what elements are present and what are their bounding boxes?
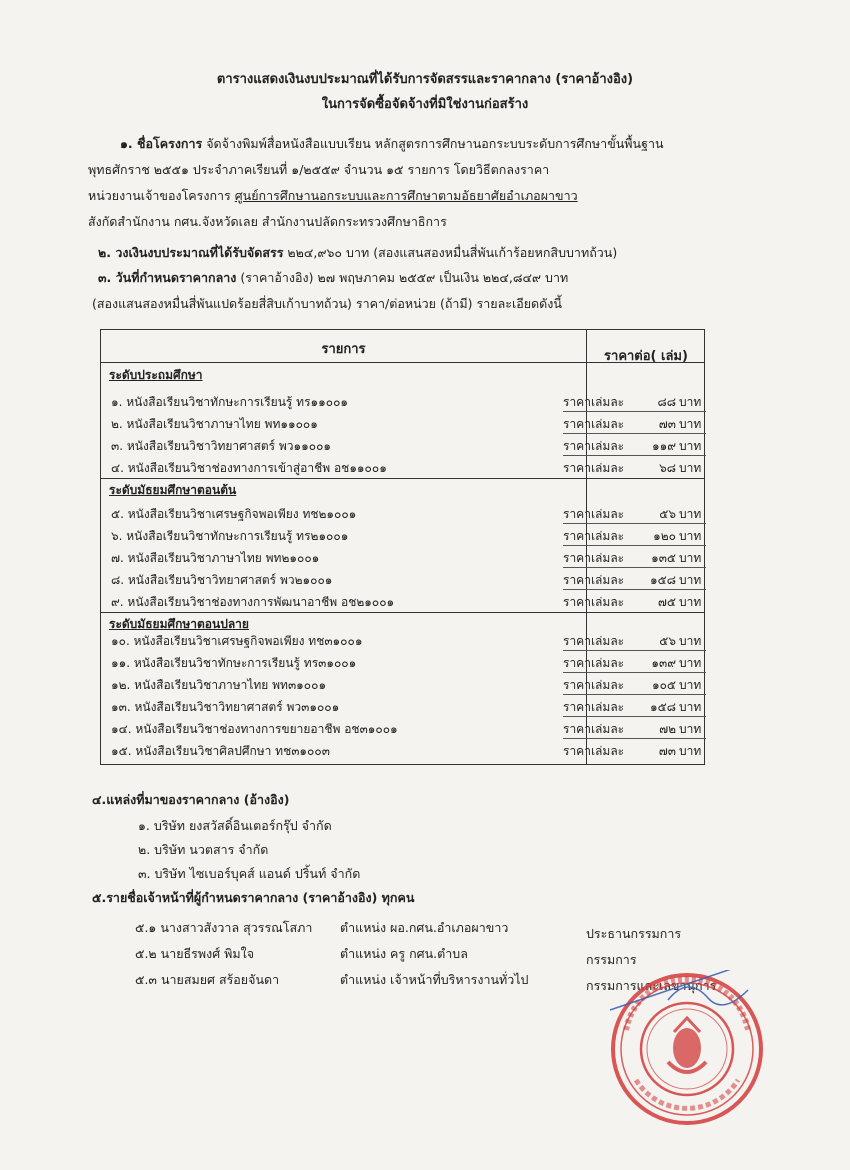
- row-price-value: ๗๒: [659, 722, 676, 736]
- table-row: [101, 502, 706, 524]
- table-row: [101, 434, 706, 456]
- row-price-unit: บาท: [679, 529, 702, 543]
- row-price-unit: บาท: [679, 439, 702, 453]
- section5-heading: ๕.รายชื่อเจ้าหน้าที่ผู้กำหนดราคากลาง (ราคาอ้างอิง) ทุกคน: [92, 890, 415, 905]
- section1-line2: พุทธศักราช ๒๕๕๑ ประจำภาคเรียนที่ ๑/๒๕๕๙ จำนวน ๑๕ รายการ โดยวิธีตกลงราคา: [88, 162, 550, 177]
- section4-heading: ๔.แหล่งที่มาของราคากลาง (อ้างอิง): [92, 792, 290, 807]
- row-price-value: ๖๘: [659, 461, 676, 475]
- row-price-label: ราคาเล่มละ: [563, 722, 625, 736]
- row-price-value: ๑๑๙: [651, 439, 676, 453]
- group-heading: ระดับมัธยมศึกษาตอนต้น: [109, 483, 237, 497]
- member-name: ๕.๒ นายธีรพงศ์ พิมใจ: [135, 946, 255, 961]
- row-item-name: ๑๒. หนังสือเรียนวิชาภาษาไทย พท๓๑๐๐๑: [111, 678, 327, 692]
- group-divider: [101, 612, 704, 613]
- row-item-name: ๖. หนังสือเรียนวิชาทักษะการเรียนรู้ ทร๒๑๐๐๑: [111, 529, 349, 543]
- table-row: [101, 717, 706, 739]
- row-price-label: ราคาเล่มละ: [563, 573, 625, 587]
- source-item: ๓. บริษัท ไซเบอร์บุคส์ แอนด์ ปริ้นท์ จำกัด: [138, 866, 361, 881]
- row-item-name: ๙. หนังสือเรียนวิชาช่องทางการพัฒนาอาชีพ อช๒๑๐๐๑: [111, 595, 395, 609]
- row-price-unit: บาท: [679, 700, 702, 714]
- source-item: ๑. บริษัท ยงสวัสดิ์อินเตอร์กรุ๊ป จำกัด: [138, 818, 332, 833]
- official-seal-stamp: [608, 970, 766, 1128]
- row-price-unit: บาท: [679, 395, 702, 409]
- section3-line2: (สองแสนสองหมื่นสี่พันแปดร้อยสี่สิบเก้าบาทถ้วน) ราคา/ต่อหน่วย (ถ้ามี) รายละเอียดดังนี้: [92, 296, 562, 311]
- row-price-unit: บาท: [679, 634, 702, 648]
- table-row: [101, 524, 706, 546]
- table-row: [101, 546, 706, 568]
- row-price-value: ๗๕: [657, 595, 676, 609]
- group-divider: [101, 478, 704, 479]
- table-header-price: ราคาต่อ( เล่ม): [604, 349, 688, 364]
- table-row: [101, 390, 706, 412]
- row-price-value: ๕๖: [659, 507, 676, 521]
- row-price-value: ๘๘: [657, 395, 676, 409]
- row-price-value: ๑๕๘: [650, 573, 676, 587]
- member-name: ๕.๑ นางสาวสังวาล สุวรรณโสภา: [135, 920, 313, 935]
- row-item-name: ๗. หนังสือเรียนวิชาภาษาไทย พท๒๑๐๐๑: [111, 551, 320, 565]
- row-item-name: ๑๔. หนังสือเรียนวิชาช่องทางการขยายอาชีพ อช๓๑๐๐๑: [111, 722, 398, 736]
- row-item-name: ๑๓. หนังสือเรียนวิชาวิทยาศาสตร์ พว๓๑๐๐๑: [111, 700, 340, 714]
- row-price-value: ๑๕๘: [650, 700, 676, 714]
- row-item-name: ๕. หนังสือเรียนวิชาเศรษฐกิจพอเพียง ทช๒๑๐๐๑: [111, 507, 357, 521]
- row-price-unit: บาท: [679, 722, 702, 736]
- row-price-value: ๑๓๕: [651, 551, 676, 565]
- section3-label: ๓. วันที่กำหนดราคากลาง: [98, 270, 237, 285]
- row-price-label: ราคาเล่มละ: [563, 417, 625, 431]
- table-row: [101, 568, 706, 590]
- row-price-unit: บาท: [679, 656, 702, 670]
- row-price-label: ราคาเล่มละ: [563, 529, 625, 543]
- row-price-unit: บาท: [679, 551, 702, 565]
- row-price-label: ราคาเล่มละ: [563, 507, 625, 521]
- row-price-unit: บาท: [679, 573, 702, 587]
- member-position: ตำแหน่ง เจ้าหน้าที่บริหารงานทั่วไป: [340, 972, 529, 987]
- section1-label: ๑. ชื่อโครงการ: [120, 136, 203, 151]
- member-role: กรรมการและเลขานุการ: [586, 978, 717, 993]
- table-row: [101, 456, 706, 478]
- row-item-name: ๑๕. หนังสือเรียนวิชาศิลปศึกษา ทช๓๑๐๐๓: [111, 744, 330, 758]
- document-title: ตารางแสดงเงินงบประมาณที่ได้รับการจัดสรรและราคากลาง (ราคาอ้างอิง): [216, 72, 634, 87]
- table-row: [101, 629, 706, 651]
- row-item-name: ๔. หนังสือเรียนวิชาช่องทางการเข้าสู่อาชีพ อช๑๑๐๐๑: [111, 461, 387, 475]
- row-price-unit: บาท: [679, 595, 702, 609]
- section1-text: จัดจ้างพิมพ์สื่อหนังสือแบบเรียน หลักสูตรการศึกษานอกระบบระดับการศึกษาขั้นพื้นฐาน: [206, 136, 664, 151]
- table-row: [101, 412, 706, 434]
- row-price-label: ราคาเล่มละ: [563, 461, 625, 475]
- section2: [98, 243, 617, 263]
- row-price-label: ราคาเล่มละ: [563, 634, 625, 648]
- row-price-value: ๗๓: [658, 744, 676, 758]
- section3-line1: [98, 268, 568, 288]
- row-price-label: ราคาเล่มละ: [563, 678, 625, 692]
- table-row: [101, 739, 706, 761]
- row-item-name: ๑๐. หนังสือเรียนวิชาเศรษฐกิจพอเพียง ทช๓๑๐๐๑: [111, 634, 363, 648]
- row-item-name: ๒. หนังสือเรียนวิชาภาษาไทย พท๑๑๐๐๑: [111, 417, 318, 431]
- table-row: [101, 651, 706, 673]
- row-item-name: ๑๑. หนังสือเรียนวิชาทักษะการเรียนรู้ ทร๓๑๐๐๑: [111, 656, 357, 670]
- agency-prefix: หน่วยงานเจ้าของโครงการ: [88, 188, 231, 203]
- row-price-value: ๕๖: [659, 634, 676, 648]
- row-price-label: ราคาเล่มละ: [563, 700, 625, 714]
- row-price-value: ๑๓๙: [651, 656, 676, 670]
- row-price-label: ราคาเล่มละ: [563, 744, 625, 758]
- group-heading: ระดับประถมศึกษา: [109, 368, 203, 382]
- row-price-value: ๗๓: [658, 417, 676, 431]
- row-price-value: ๑๐๕: [651, 678, 676, 692]
- section1-line1: [120, 134, 664, 154]
- member-name: ๕.๓ นายสมยศ สร้อยจันดา: [135, 972, 280, 987]
- row-price-label: ราคาเล่มละ: [563, 656, 625, 670]
- agency-name: ศูนย์การศึกษานอกระบบและการศึกษาตามอัธยาศัยอำเภอผาขาว: [234, 188, 578, 203]
- row-price-unit: บาท: [679, 744, 702, 758]
- group-heading: ระดับมัธยมศึกษาตอนปลาย: [109, 617, 249, 631]
- row-price-value: ๑๒๐: [653, 529, 676, 543]
- row-price-label: ราคาเล่มละ: [563, 439, 625, 453]
- table-header-divider: [101, 362, 704, 363]
- row-price-unit: บาท: [679, 678, 702, 692]
- row-item-name: ๓. หนังสือเรียนวิชาวิทยาศาสตร์ พว๑๑๐๐๑: [111, 439, 332, 453]
- row-price-label: ราคาเล่มละ: [563, 395, 625, 409]
- table-header-item: รายการ: [321, 342, 366, 357]
- table-row: [101, 590, 706, 612]
- member-position: ตำแหน่ง ผอ.กศน.อำเภอผาขาว: [340, 920, 509, 935]
- section1-line4: สังกัดสำนักงาน กศน.จังหวัดเลย สำนักงานปลัดกระทรวงศึกษาธิการ: [88, 214, 447, 229]
- section2-text: ๒๒๔,๙๖๐ บาท (สองแสนสองหมื่นสี่พันเก้าร้อยหกสิบบาทถ้วน): [287, 245, 618, 260]
- section2-label: ๒. วงเงินงบประมาณที่ได้รับจัดสรร: [98, 245, 284, 260]
- row-price-label: ราคาเล่มละ: [563, 595, 625, 609]
- row-price-unit: บาท: [679, 461, 702, 475]
- section1-line3: [88, 186, 578, 206]
- member-role: ประธานกรรมการ: [586, 926, 682, 941]
- row-item-name: ๑. หนังสือเรียนวิชาทักษะการเรียนรู้ ทร๑๑๐๐๑: [111, 395, 349, 409]
- price-table: [100, 329, 705, 765]
- member-position: ตำแหน่ง ครู กศน.ตำบล: [340, 946, 468, 961]
- section3-text: (ราคาอ้างอิง) ๒๗ พฤษภาคม ๒๕๕๙ เป็นเงิน ๒๒๔,๘๔๙ บาท: [240, 270, 569, 285]
- document-subtitle: ในการจัดซื้อจัดจ้างที่มิใช่งานก่อสร้าง: [321, 97, 529, 112]
- row-price-unit: บาท: [679, 507, 702, 521]
- row-item-name: ๘. หนังสือเรียนวิชาวิทยาศาสตร์ พว๒๑๐๐๑: [111, 573, 333, 587]
- member-role: กรรมการ: [586, 952, 637, 967]
- row-price-unit: บาท: [679, 417, 702, 431]
- row-price-label: ราคาเล่มละ: [563, 551, 625, 565]
- source-item: ๒. บริษัท นวตสาร จำกัด: [138, 842, 269, 857]
- table-row: [101, 673, 706, 695]
- table-row: [101, 695, 706, 717]
